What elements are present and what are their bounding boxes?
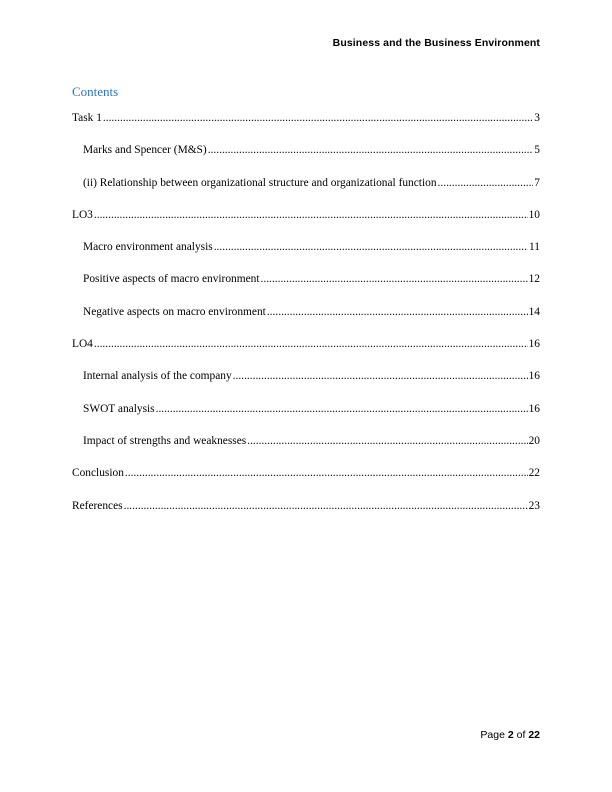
toc-entry-lo4[interactable] bbox=[72, 338, 540, 351]
toc-entry-page: 10 bbox=[528, 208, 540, 221]
dot-leader bbox=[261, 273, 528, 286]
dot-leader bbox=[233, 370, 528, 383]
toc-entry-title: Positive aspects of macro environment bbox=[83, 273, 260, 286]
dot-leader bbox=[267, 306, 528, 319]
toc-entry-task-1[interactable] bbox=[72, 112, 540, 125]
toc-entry-relationship-structure-function[interactable] bbox=[72, 177, 540, 190]
dot-leader bbox=[156, 403, 528, 416]
dot-leader bbox=[94, 209, 528, 222]
page-footer bbox=[480, 729, 540, 741]
toc-entry-title: Marks and Spencer (M&S) bbox=[83, 144, 207, 157]
toc-entry-page: 16 bbox=[528, 370, 540, 383]
toc-entry-swot-analysis[interactable] bbox=[72, 403, 540, 416]
of-label: of bbox=[516, 729, 526, 741]
toc-entry-negative-aspects[interactable] bbox=[72, 306, 540, 319]
toc-entry-page: 16 bbox=[528, 338, 540, 351]
toc-entry-title: Macro environment analysis bbox=[83, 241, 213, 254]
toc-entry-title: SWOT analysis bbox=[83, 402, 155, 415]
toc-entry-title: LO4 bbox=[72, 338, 93, 351]
toc-entry-page: 22 bbox=[528, 467, 540, 480]
dot-leader bbox=[438, 177, 534, 190]
toc-entry-title: LO3 bbox=[72, 208, 93, 221]
toc-entry-title: References bbox=[72, 499, 123, 512]
toc-entry-lo3[interactable] bbox=[72, 209, 540, 222]
toc-entry-references[interactable] bbox=[72, 500, 540, 513]
toc-entry-positive-aspects[interactable] bbox=[72, 273, 540, 286]
toc-entry-title: Impact of strengths and weaknesses bbox=[83, 434, 247, 447]
page-label: Page bbox=[480, 729, 505, 741]
toc-entry-internal-analysis[interactable] bbox=[72, 370, 540, 383]
toc-entry-page: 20 bbox=[528, 434, 540, 447]
dot-leader bbox=[103, 112, 533, 125]
toc-entry-page: 7 bbox=[534, 176, 540, 189]
toc-entry-page: 3 bbox=[534, 112, 540, 124]
dot-leader bbox=[124, 500, 528, 513]
dot-leader bbox=[247, 435, 527, 448]
toc-entry-page: 16 bbox=[528, 402, 540, 415]
dot-leader bbox=[214, 241, 528, 254]
toc-entry-page: 12 bbox=[528, 273, 540, 286]
current-page-number: 2 bbox=[507, 729, 514, 741]
toc-entry-page: 23 bbox=[528, 499, 540, 512]
dot-leader bbox=[125, 467, 528, 480]
toc-entry-title: Task 1 bbox=[72, 112, 102, 124]
toc-entry-title: (ii) Relationship between organizational structure and organizational function bbox=[83, 176, 437, 189]
table-of-contents bbox=[72, 112, 540, 532]
toc-entry-marks-and-spencer[interactable] bbox=[72, 144, 540, 157]
toc-entry-page: 11 bbox=[529, 241, 540, 254]
toc-entry-impact-strengths-weaknesses[interactable] bbox=[72, 435, 540, 448]
toc-entry-conclusion[interactable] bbox=[72, 467, 540, 480]
toc-entry-title: Negative aspects on macro environment bbox=[83, 305, 266, 318]
toc-entry-macro-environment-analysis[interactable] bbox=[72, 241, 540, 254]
total-pages-number: 22 bbox=[528, 729, 540, 741]
toc-entry-title: Conclusion bbox=[72, 467, 124, 480]
toc-heading: Contents bbox=[72, 84, 119, 99]
toc-entry-title: Internal analysis of the company bbox=[83, 370, 232, 383]
dot-leader bbox=[208, 144, 534, 157]
page-header: Business and the Business Environment bbox=[332, 37, 540, 49]
toc-entry-page: 5 bbox=[534, 144, 540, 157]
toc-entry-page: 14 bbox=[528, 305, 540, 318]
dot-leader bbox=[94, 338, 528, 351]
